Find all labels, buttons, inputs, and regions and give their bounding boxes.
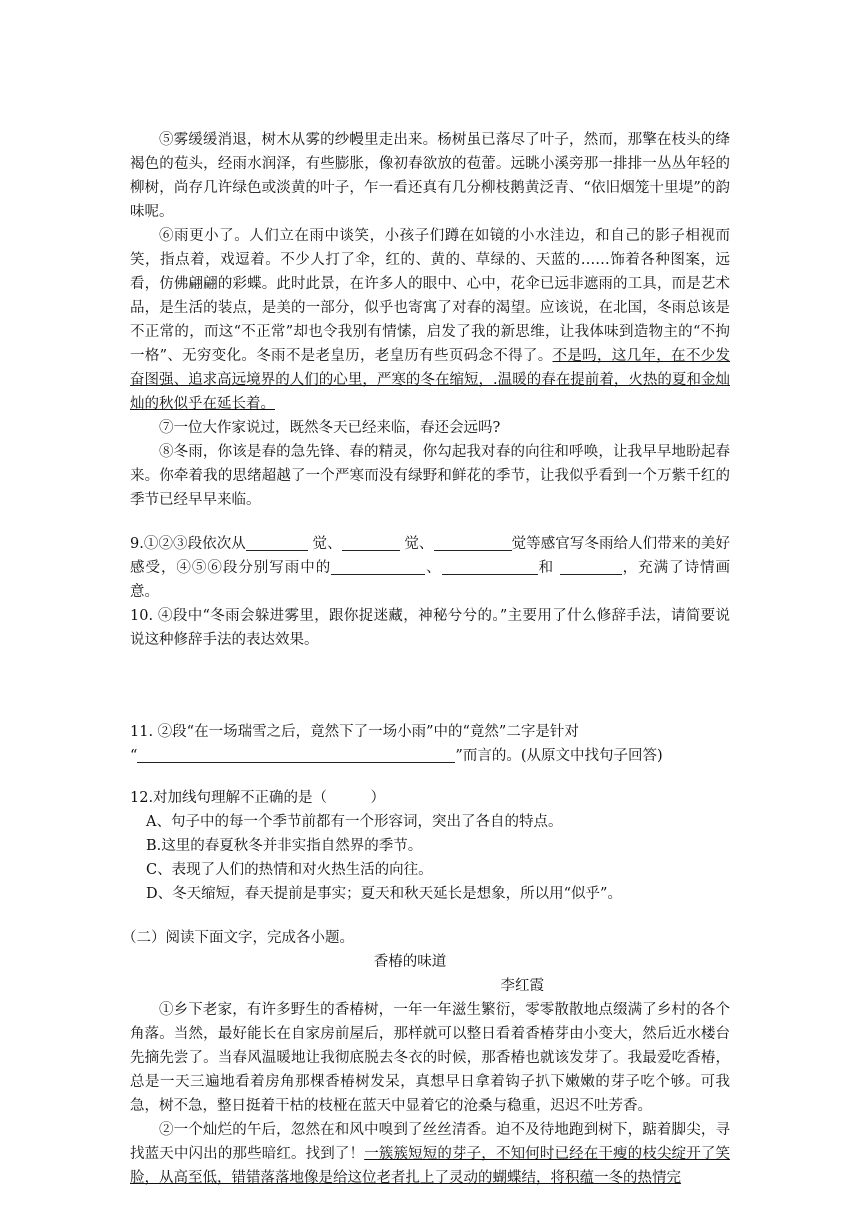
article-paragraph-2-text: ②一个灿烂的午后，忽然在和风中嗅到了丝丝清香。迫不及待地跑到树下，踮着脚尖，寻找蓝天中闪出的那些暗红。找到了！: [130, 1122, 730, 1162]
question-9-text-g: ，充满了诗情画意。: [130, 560, 731, 600]
article-paragraph-1: ①乡下老家，有许多野生的香椿树，一年一年滋生繁衍，零零散散地点缀满了乡村的各个角落。当然，最好能长在自家房前屋后，那样就可以整日看着香椿芽由小变大，然后近水楼台先摘先尝了。当春风温暖地让我彻底脱去冬衣的时候，那香椿也就该发芽了。我最爱吃香椿，总是一天三遍地看着房角那棵香椿树发呆，真想早日拿着钩子扒下嫩嫩的芽子吃个够。可我急，树不急，整日挺着干枯的枝桠在蓝天中显着它的沧桑与稳重，迟迟不吐芳香。: [130, 1002, 730, 1114]
paragraph-6: [130, 224, 730, 416]
question-9-text-b: 觉、: [307, 536, 342, 552]
question-10: 10. ④段中“冬雨会躲进雾里，跟你捉迷藏，神秘兮兮的。”主要用了什么修辞手法，请简要说说这种修辞手法的表达效果。: [130, 608, 730, 648]
option-c: C、表现了人们的热情和对火热生活的向往。: [146, 862, 433, 878]
question-11-open-quote: “: [130, 748, 138, 764]
answer-blank[interactable]: [560, 558, 622, 575]
question-9: [130, 532, 730, 604]
question-9-text-e: 、: [425, 560, 442, 576]
section-heading: （二）阅读下面文字，完成各小题。: [122, 930, 354, 946]
answer-blank[interactable]: [342, 534, 400, 551]
option-b: B.这里的春夏秋冬并非实指自然界的季节。: [146, 838, 423, 854]
question-12: 12.对加线句理解不正确的是（ ）: [130, 790, 386, 806]
question-11-text-a: 11. ②段“在一场瑞雪之后，竟然下了一场小雨”中的“竟然”二字是针对: [130, 724, 579, 740]
underlined-sentence: 不是吗，这几年，在不少发奋图强、追求高远境界的人们的心里，严寒的冬在缩短，.温暖的春在提前着，火热的夏和金灿灿的秋似乎在延长着。: [130, 348, 730, 412]
option-a: A、句子中的每一个季节前都有一个形容词，突出了各自的特点。: [146, 814, 563, 830]
answer-blank[interactable]: [434, 534, 512, 551]
article-title: 香椿的味道: [373, 954, 447, 970]
underlined-sentence: 一簇簇短短的芽子，不知何时已经在干瘦的枝尖绽开了笑脸，从高至低，错错落落地像是给这位老者扎上了灵动的蝴蝶结，将积蕴一冬的热情完: [130, 1146, 731, 1186]
paragraph-6-text: ⑥雨更小了。人们立在雨中谈笑，小孩子们蹲在如镜的小水洼边，和自己的影子相视而笑，指点着，戏逗着。不少人打了伞，红的、黄的、草绿的、天蓝的……饰着各种图案，远看，仿佛翩翩的彩蝶。此时此景，在许多人的眼中、心中，花伞已远非遮雨的工具，而是艺术品，是生活的装点，是美的一部分，似乎也寄寓了对春的渴望。应该说，在北国，冬雨总该是不正常的，而这“不正常”却也令我别有情愫，启发了我的新思维，让我体味到造物主的“不拘一格”、无穷变化。冬雨不是老皇历，老皇历有些页码念不得了。: [130, 228, 730, 364]
question-11-line2: [130, 744, 730, 768]
answer-blank[interactable]: [442, 558, 538, 575]
question-11: [130, 720, 730, 744]
document-page: [122, 128, 731, 1190]
article-paragraph-2: [130, 1118, 730, 1190]
option-d: D、冬天缩短，春天提前是事实；夏天和秋天延长是想象，所以用“似乎”。: [146, 886, 622, 902]
question-9-text-c: 觉、: [399, 536, 434, 552]
paragraph-5: ⑤雾缓缓消退，树木从雾的纱幔里走出来。杨树虽已落尽了叶子，然而，那擎在枝头的绛褐色的苞头，经雨水润泽，有些膨胀，像初春欲放的苞蕾。远眺小溪旁那一排排一丛丛年轻的柳树，尚存几许绿色或淡黄的叶子，乍一看还真有几分柳枝鹅黄泛青、“依旧烟笼十里堤”的韵味呢。: [130, 132, 730, 220]
answer-blank[interactable]: [331, 558, 425, 575]
question-11-text-c: ”而言的。(从原文中找句子回答): [455, 748, 663, 764]
paragraph-8: ⑧冬雨，你该是春的急先锋、春的精灵，你勾起我对春的向往和呼唤，让我早早地盼起春来。你牵着我的思绪超越了一个严寒而没有绿野和鲜花的季节，让我似乎看到一个万紫千红的季节已经早早来临。: [130, 444, 730, 508]
article-author: 李红霞: [500, 978, 544, 994]
question-9-text-a: 9.①②③段依次从: [130, 536, 246, 552]
question-9-text-d: 觉等感官写冬雨给人们带来的美好感受，④⑤⑥段分别写雨中的: [130, 536, 731, 576]
answer-blank[interactable]: [246, 534, 308, 551]
answer-blank[interactable]: [137, 746, 455, 763]
question-9-text-f: 和: [537, 560, 560, 576]
paragraph-7: ⑦一位大作家说过，既然冬天已经来临，春还会远吗?: [159, 420, 501, 436]
